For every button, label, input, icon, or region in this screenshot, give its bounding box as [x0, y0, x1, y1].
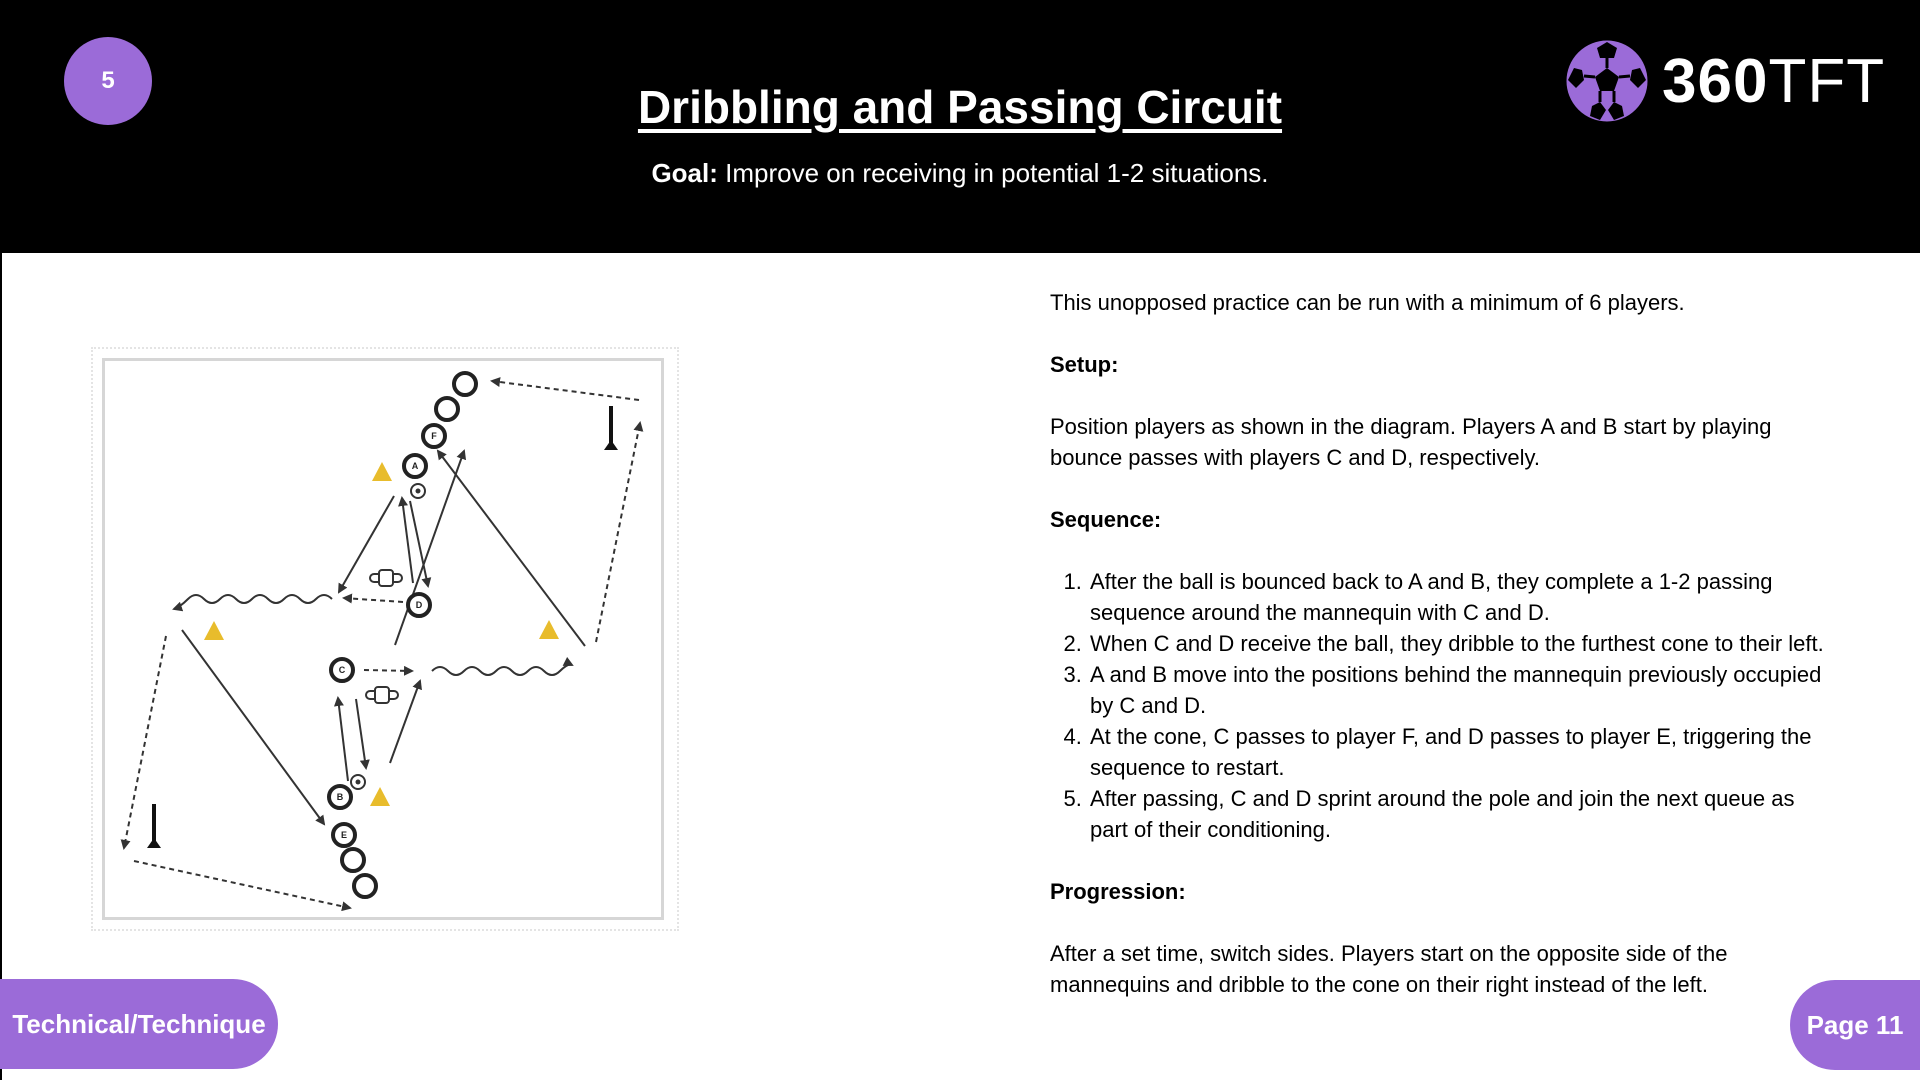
- list-item: 5. After passing, C and D sprint around the pole and join the next queue as part of their conditioning.: [1088, 783, 1830, 845]
- intro-text: This unopposed practice can be run with a minimum of 6 players.: [1050, 290, 1685, 315]
- mannequin-icon: [366, 687, 398, 703]
- goal-line: [0, 158, 1920, 189]
- drill-description: [1050, 287, 1830, 1031]
- run-line: [124, 636, 166, 848]
- cone-icon: [539, 620, 559, 639]
- player-label-c: C: [338, 665, 346, 675]
- list-item: 3. A and B move into the positions behind the mannequin previously occupied by C and D.: [1088, 659, 1830, 721]
- setup-heading: Setup:: [1050, 352, 1119, 377]
- setup-text: Position players as shown in the diagram. Players A and B start by playing bounce passes with players C and D, respectively.: [1050, 414, 1772, 470]
- player-icon: [342, 849, 364, 871]
- cone-icon: [372, 462, 392, 481]
- drill-diagram: [102, 358, 664, 920]
- mannequin-icon: [370, 570, 402, 586]
- list-item: 4. At the cone, C passes to player F, and D passes to player E, triggering the sequence to restart.: [1088, 721, 1830, 783]
- player-label-b: B: [336, 792, 344, 802]
- run-line: [596, 423, 640, 642]
- player-label-a: A: [411, 461, 419, 471]
- pass-line: [438, 451, 585, 646]
- run-line: [344, 598, 403, 602]
- list-item: 1. After the ball is bounced back to A and B, they complete a 1-2 passing sequence around the mannequin with C and D.: [1088, 566, 1830, 628]
- ball-icon: [351, 775, 365, 789]
- page-title: Dribbling and Passing Circuit: [637, 81, 1283, 133]
- run-line: [492, 381, 639, 400]
- player-label-d: D: [415, 600, 423, 610]
- goal-text: Improve on receiving in potential 1-2 situations.: [725, 158, 1269, 188]
- brand-name: 360TFT: [1662, 46, 1886, 116]
- player-label-f: F: [431, 431, 437, 441]
- pass-line: [338, 698, 348, 781]
- cone-icon: [370, 787, 390, 806]
- pass-line: [182, 630, 324, 824]
- dribble-path: [174, 595, 332, 609]
- pass-line: [356, 699, 366, 768]
- progression-heading: Progression:: [1050, 879, 1186, 904]
- ball-icon: [411, 484, 425, 498]
- run-line: [134, 861, 350, 908]
- sequence-heading: Sequence:: [1050, 507, 1162, 532]
- left-border: [0, 253, 2, 1080]
- brand-logo: [1562, 36, 1885, 126]
- player-icon: [436, 398, 458, 420]
- pole-icon: [147, 804, 161, 848]
- pass-line: [395, 451, 464, 645]
- category-tag: Technical/Technique: [0, 979, 278, 1069]
- sequence-list: [1050, 566, 1830, 845]
- progression-text: After a set time, switch sides. Players start on the opposite side of the mannequins and dribble to the cone on their right instead of the left.: [1050, 941, 1728, 997]
- run-line: [364, 670, 412, 671]
- pole-icon: [604, 406, 618, 450]
- player-icon: [454, 373, 476, 395]
- player-label-e: E: [340, 830, 348, 840]
- cone-icon: [204, 621, 224, 640]
- goal-label: Goal:: [651, 158, 718, 188]
- drill-number-badge: 5: [64, 37, 152, 125]
- soccer-ball-icon: [1562, 36, 1652, 126]
- page-number: Page 11: [1790, 980, 1920, 1070]
- dribble-path: [432, 665, 572, 675]
- player-icon: [354, 875, 376, 897]
- list-item: 2. When C and D receive the ball, they dribble to the furthest cone to their left.: [1088, 628, 1830, 659]
